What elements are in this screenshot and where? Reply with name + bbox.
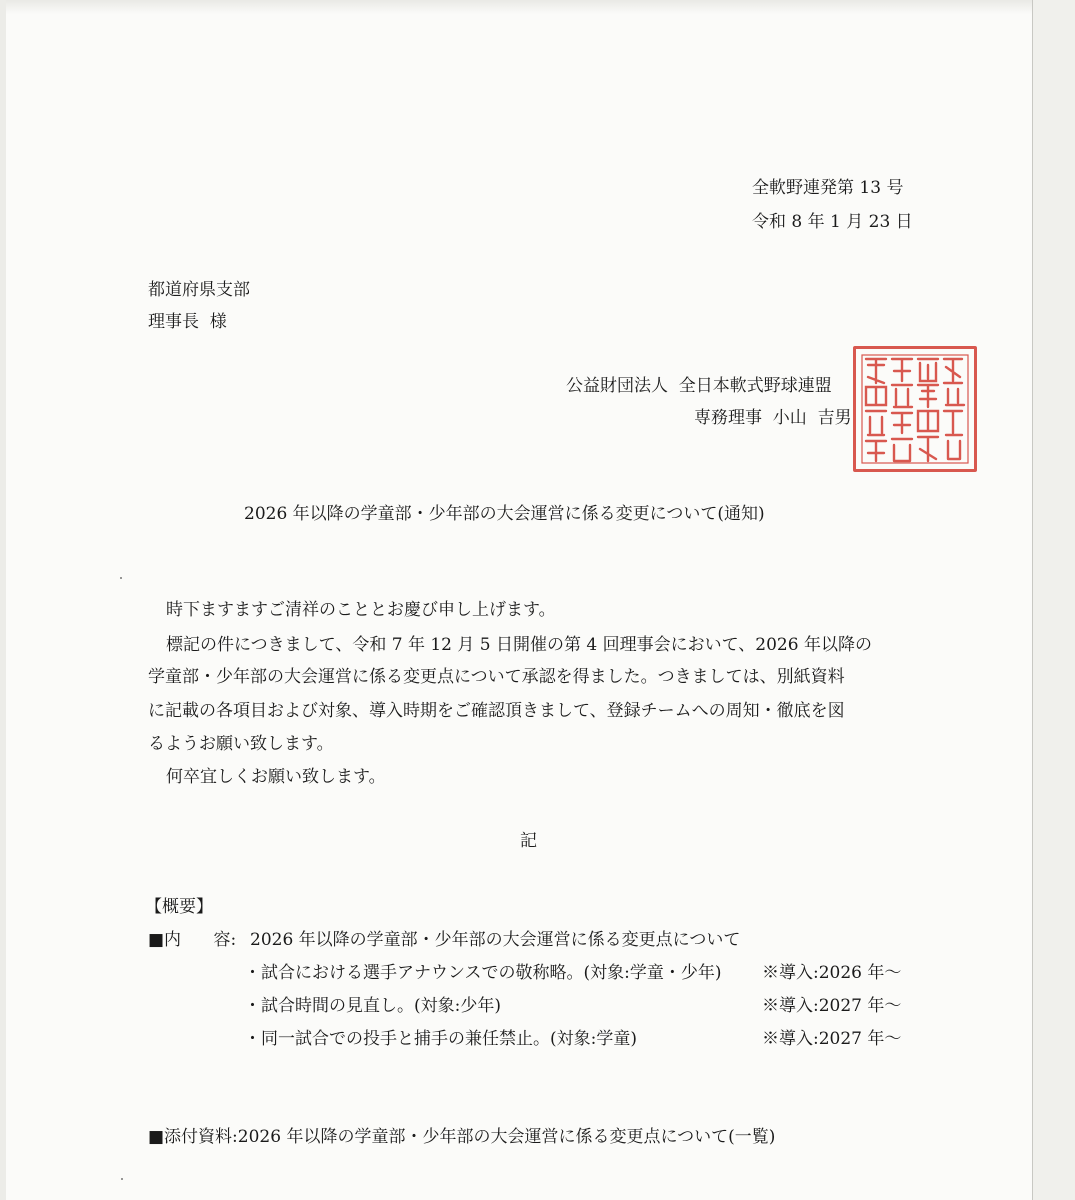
summary-item-intro: ※導入:2027 年～ [762,996,902,1016]
content-text: 2026 年以降の学童部・少年部の大会運営に係る変更点について [250,930,741,950]
scan-speck [121,1178,123,1180]
recipient-name: 理事長 様 [148,312,227,332]
body-paragraph-line-3: に記載の各項目および対象、導入時期をご確認頂きまして、登録チームへの周知・徹底を図 [148,701,845,721]
recipient-org: 都道府県支部 [148,280,250,300]
body-paragraph-line-4: るようお願い致します。 [148,734,334,754]
scan-speck [120,577,122,579]
summary-item-text: ・同一試合での投手と捕手の兼任禁止。(対象:学童) [244,1029,637,1049]
scan-edge-left [0,0,6,1200]
content-label: ■内 容: [148,930,237,950]
summary-item-text: ・試合における選手アナウンスでの敬称略。(対象:学童・少年) [244,963,722,983]
sender-organization: 公益財団法人 全日本軟式野球連盟 [566,376,832,396]
attachment-line: ■添付資料:2026 年以降の学童部・少年部の大会運営に係る変更点について(一覧) [148,1127,776,1147]
document-number: 全軟野連発第 13 号 [752,178,904,198]
scan-edge-top [0,0,1075,14]
summary-item-intro: ※導入:2027 年～ [762,1029,902,1049]
body-paragraph-line-1: 標記の件につきまして、令和 7 年 12 月 5 日開催の第 4 回理事会において、2026 年以降の [166,635,872,655]
summary-item-intro: ※導入:2026 年～ [762,963,902,983]
ki-heading: 記 [520,831,537,851]
sender-name: 専務理事 小山 吉男 [694,408,852,428]
summary-heading: 【概要】 [145,897,213,917]
scan-edge-right [1032,0,1075,1200]
official-seal [853,346,977,472]
seal-glyphs [856,349,974,469]
issue-date: 令和 8 年 1 月 23 日 [752,212,913,232]
document-title: 2026 年以降の学童部・少年部の大会運営に係る変更について(通知) [244,504,765,524]
greeting-line: 時下ますますご清祥のこととお慶び申し上げます。 [166,600,556,620]
closing-line: 何卒宜しくお願い致します。 [166,767,386,787]
summary-item-text: ・試合時間の見直し。(対象:少年) [244,996,501,1016]
body-paragraph-line-2: 学童部・少年部の大会運営に係る変更点について承認を得ました。つきましては、別紙資料 [148,667,845,687]
